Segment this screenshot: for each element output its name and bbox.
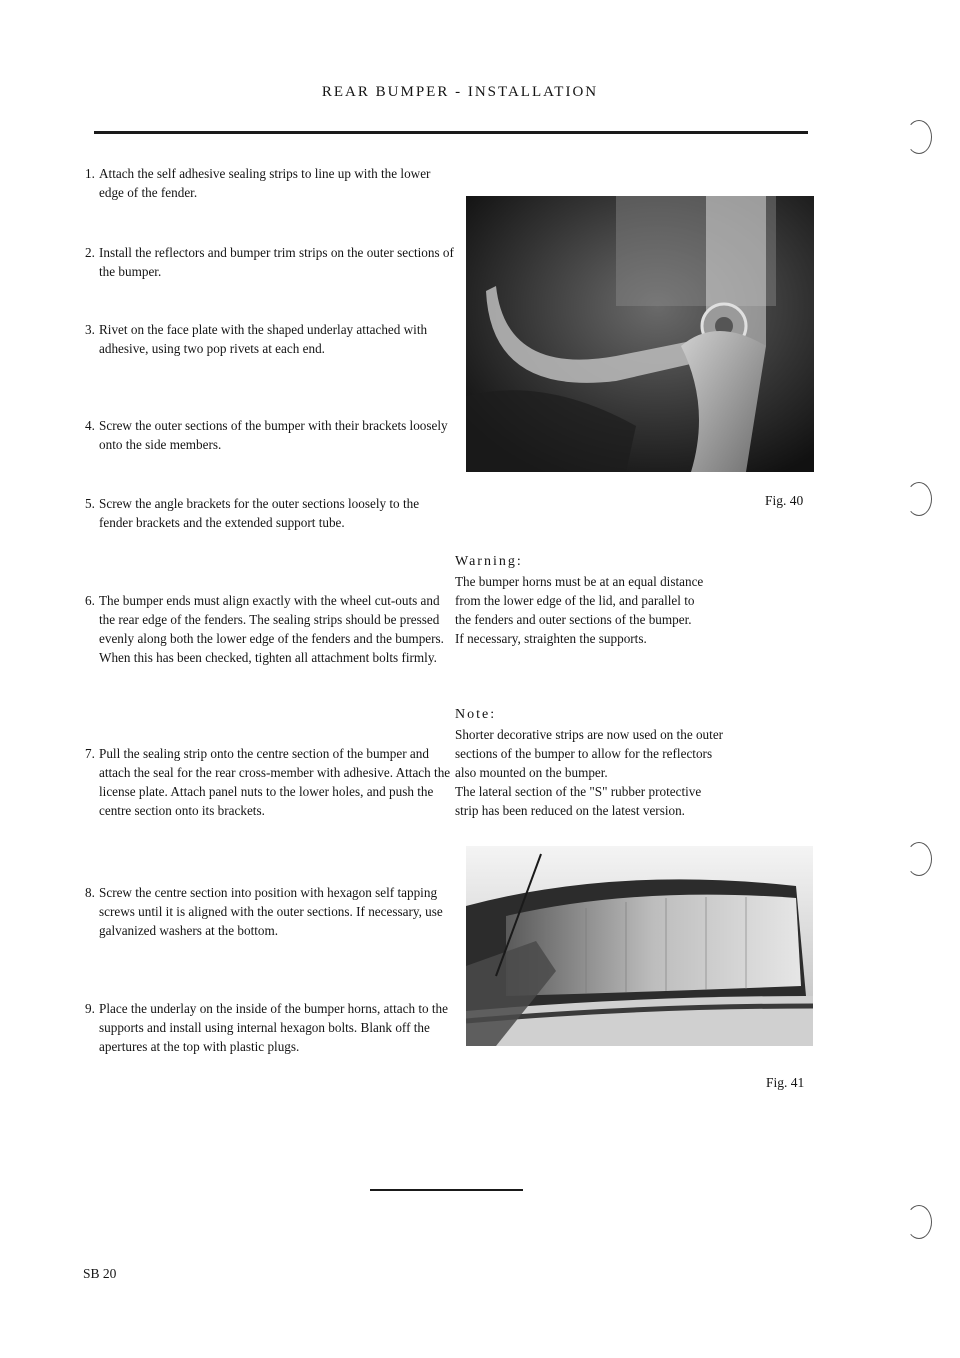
step-number: 7. (85, 746, 95, 761)
step-number: 9. (85, 1001, 95, 1016)
step-text: The bumper ends must align exactly with the wheel cut-outs and the rear edge of the fenders. The sealing strips should be pressed evenly along both the lower edge of the fenders and the bumpers. When this has been checked, tighten all attachment bolts firmly. (99, 593, 444, 665)
figure-40-caption: Fig. 40 (765, 493, 804, 508)
step-number: 1. (85, 166, 95, 181)
reflector-trim-illustration (466, 846, 813, 1046)
step-text: Install the reflectors and bumper trim strips on the outer sections of the bumper. (99, 245, 454, 279)
binder-hole-icon (906, 842, 932, 876)
step-number: 4. (85, 418, 95, 433)
bumper-bracket-illustration (466, 196, 814, 472)
note-line: also mounted on the bumper. (455, 765, 608, 780)
page-number: SB 20 (83, 1266, 117, 1281)
step-text: Screw the outer sections of the bumper with their brackets loosely onto the side members. (99, 418, 448, 452)
step-text: Screw the angle brackets for the outer sections loosely to the fender brackets and the extended support tube. (99, 496, 420, 530)
note-line: sections of the bumper to allow for the reflectors (455, 746, 713, 761)
step-number: 2. (85, 245, 95, 260)
note-block (455, 705, 815, 820)
note-line: The lateral section of the "S" rubber protective (455, 784, 702, 799)
step-4 (85, 416, 455, 454)
warning-line: If necessary, straighten the supports. (455, 631, 647, 646)
step-text: Rivet on the face plate with the shaped underlay attached with adhesive, using two pop rivets at each end. (99, 322, 428, 356)
top-divider (94, 131, 808, 134)
figure-40-photo (466, 196, 814, 472)
binder-hole-icon (906, 482, 932, 516)
step-text: Pull the sealing strip onto the centre section of the bumper and attach the seal for the rear cross-member with adhesive. Attach the license plate. Attach panel nuts to the lower holes, and push the centre section onto its brackets. (99, 746, 451, 818)
warning-heading: Warning: (455, 554, 523, 569)
note-line: Shorter decorative strips are now used on the outer (455, 727, 724, 742)
step-number: 8. (85, 885, 95, 900)
bottom-divider (370, 1189, 523, 1191)
step-6 (85, 591, 455, 667)
step-8 (85, 883, 455, 940)
step-7 (85, 744, 455, 820)
step-number: 5. (85, 496, 95, 511)
binder-hole-icon (906, 120, 932, 154)
binder-hole-icon (906, 1205, 932, 1239)
page-title: REAR BUMPER - INSTALLATION (321, 84, 599, 100)
step-text: Attach the self adhesive sealing strips to line up with the lower edge of the fender. (99, 166, 431, 200)
warning-line: The bumper horns must be at an equal distance (455, 574, 704, 589)
figure-41-caption: Fig. 41 (766, 1075, 805, 1090)
step-text: Place the underlay on the inside of the bumper horns, attach to the supports and install using internal hexagon bolts. Blank off the apertures at the top with plastic plugs. (99, 1001, 448, 1054)
step-3 (85, 320, 455, 358)
step-9 (85, 999, 455, 1056)
step-text: Screw the centre section into position with hexagon self tapping screws until it is aligned with the outer sections. If necessary, use galvanized washers at the bottom. (99, 885, 443, 938)
step-1 (85, 164, 455, 202)
note-line: strip has been reduced on the latest version. (455, 803, 685, 818)
figure-41-photo (466, 846, 813, 1046)
note-heading: Note: (455, 707, 497, 722)
warning-block (455, 552, 815, 648)
warning-line: the fenders and outer sections of the bumper. (455, 612, 692, 627)
step-number: 3. (85, 322, 95, 337)
step-2 (85, 243, 455, 281)
step-5 (85, 494, 455, 532)
warning-line: from the lower edge of the lid, and parallel to (455, 593, 695, 608)
step-number: 6. (85, 593, 95, 608)
